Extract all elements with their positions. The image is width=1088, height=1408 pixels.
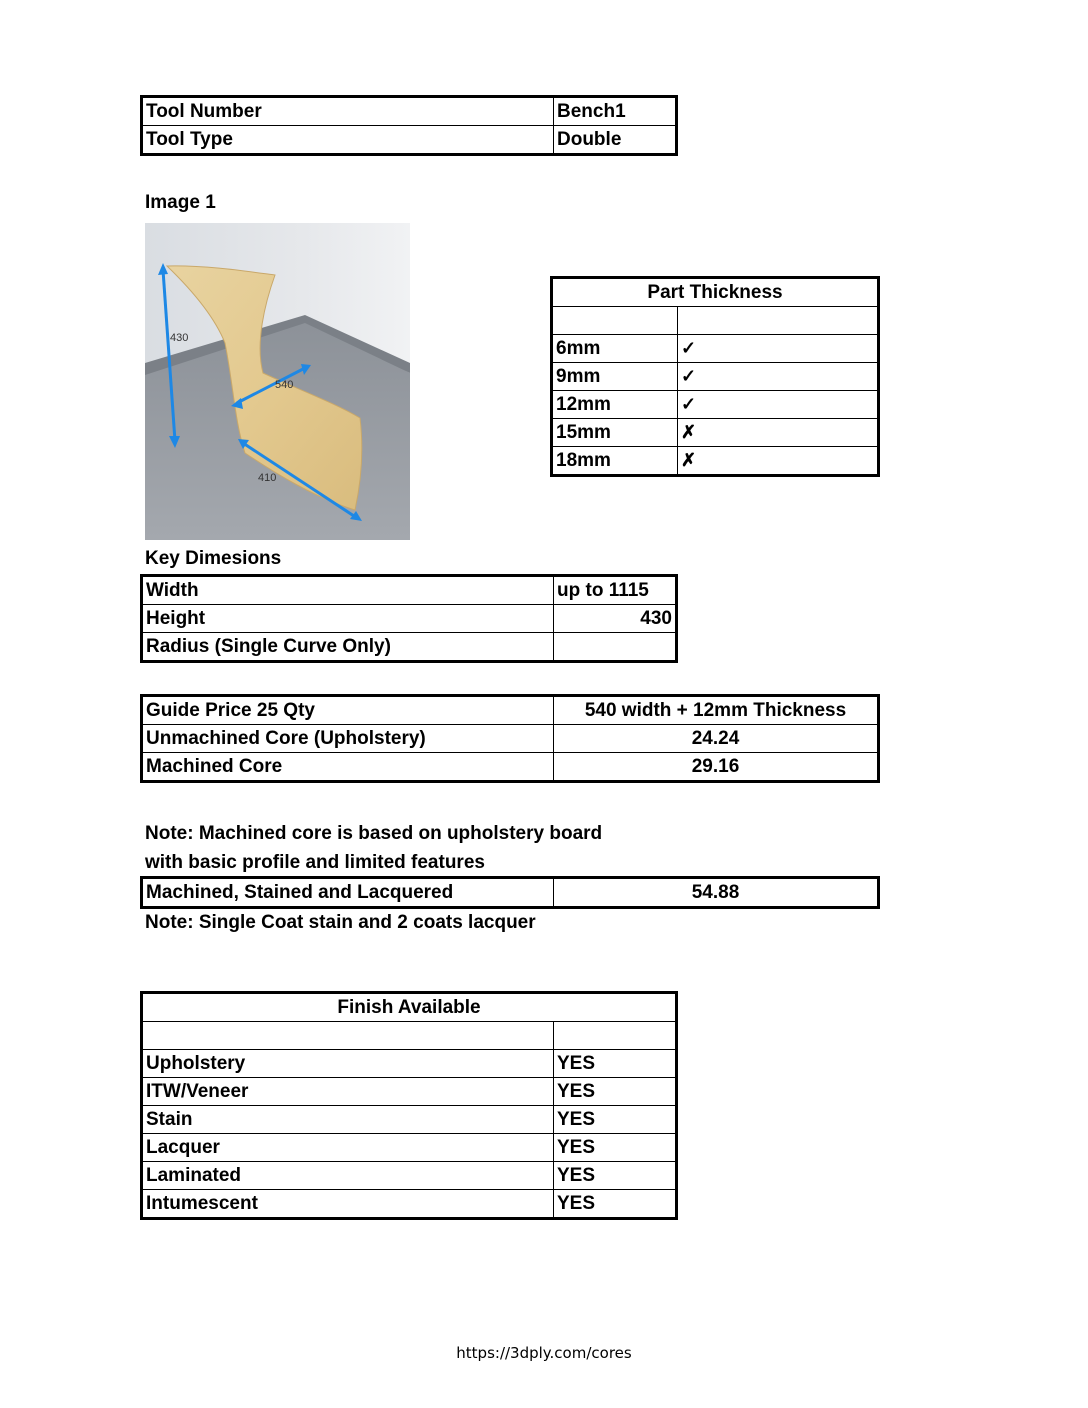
- table-row: [142, 633, 677, 662]
- cross-icon: ✗: [678, 447, 879, 476]
- guide-price-spec: 540 width + 12mm Thickness: [554, 696, 879, 725]
- table-row: [552, 335, 879, 363]
- thickness-size: 9mm: [552, 363, 678, 391]
- height-dimension-label: 430: [170, 332, 189, 344]
- dimension-label: Height: [142, 605, 554, 633]
- finish-name: Lacquer: [142, 1134, 554, 1162]
- table-row: [142, 1050, 677, 1078]
- table-row: [142, 1022, 677, 1050]
- price-label: Machined, Stained and Lacquered: [142, 878, 554, 908]
- empty-cell: [552, 307, 678, 335]
- check-icon: ✓: [678, 335, 879, 363]
- table-row: [142, 725, 879, 753]
- finish-name: ITW/Veneer: [142, 1078, 554, 1106]
- table-row: [142, 878, 879, 908]
- thickness-size: 15mm: [552, 419, 678, 447]
- finish-value: YES: [554, 1050, 677, 1078]
- finish-available-title: Finish Available: [142, 993, 677, 1022]
- table-row: [142, 126, 677, 155]
- finish-name: Intumescent: [142, 1190, 554, 1219]
- table-row: [142, 576, 677, 605]
- table-row: [142, 605, 677, 633]
- finish-value: YES: [554, 1190, 677, 1219]
- bench-core-illustration: [145, 223, 410, 540]
- table-row: [142, 753, 879, 782]
- table-row: [142, 1106, 677, 1134]
- table-row: [142, 1162, 677, 1190]
- tool-type-label: Tool Type: [142, 126, 554, 155]
- finish-name: Stain: [142, 1106, 554, 1134]
- tool-info-table: [140, 95, 678, 156]
- machined-note-line2: with basic profile and limited features: [145, 852, 485, 873]
- check-icon: ✓: [678, 391, 879, 419]
- width-dimension-label: 410: [258, 472, 277, 484]
- guide-price-table: [140, 694, 880, 783]
- table-row: [552, 391, 879, 419]
- stained-price-table: [140, 876, 880, 909]
- table-header-row: [142, 696, 879, 725]
- price-value: 24.24: [554, 725, 879, 753]
- cross-icon: ✗: [678, 419, 879, 447]
- price-label: Unmachined Core (Upholstery): [142, 725, 554, 753]
- table-row: [142, 1190, 677, 1219]
- table-header-row: [552, 278, 879, 307]
- empty-cell: [142, 1022, 554, 1050]
- finish-value: YES: [554, 1078, 677, 1106]
- table-row: [142, 97, 677, 126]
- empty-cell: [678, 307, 879, 335]
- check-icon: ✓: [678, 363, 879, 391]
- tool-type-value: Double: [554, 126, 677, 155]
- part-thickness-table: [550, 276, 880, 477]
- price-value: 54.88: [554, 878, 879, 908]
- dimension-label: Width: [142, 576, 554, 605]
- dimension-value: up to 1115: [554, 576, 677, 605]
- table-header-row: [142, 993, 677, 1022]
- table-row: [552, 363, 879, 391]
- finish-value: YES: [554, 1162, 677, 1190]
- part-thickness-title: Part Thickness: [552, 278, 879, 307]
- footer-url[interactable]: https://3dply.com/cores: [456, 1344, 632, 1362]
- guide-price-label: Guide Price 25 Qty: [142, 696, 554, 725]
- price-value: 29.16: [554, 753, 879, 782]
- machined-note-line1: Note: Machined core is based on upholstery board: [145, 823, 603, 844]
- thickness-size: 6mm: [552, 335, 678, 363]
- stain-note: Note: Single Coat stain and 2 coats lacquer: [145, 912, 536, 933]
- finish-available-table: [140, 991, 678, 1220]
- finish-name: Upholstery: [142, 1050, 554, 1078]
- dimension-label: Radius (Single Curve Only): [142, 633, 554, 662]
- thickness-size: 12mm: [552, 391, 678, 419]
- product-photo: [145, 223, 410, 540]
- table-row: [552, 447, 879, 476]
- price-label: Machined Core: [142, 753, 554, 782]
- table-row: [142, 1134, 677, 1162]
- depth-dimension-label: 540: [275, 379, 294, 391]
- table-row: [142, 1078, 677, 1106]
- finish-name: Laminated: [142, 1162, 554, 1190]
- empty-cell: [554, 1022, 677, 1050]
- tool-number-value: Bench1: [554, 97, 677, 126]
- finish-value: YES: [554, 1106, 677, 1134]
- thickness-size: 18mm: [552, 447, 678, 476]
- image-heading: Image 1: [145, 192, 216, 213]
- tool-number-label: Tool Number: [142, 97, 554, 126]
- key-dimensions-heading: Key Dimesions: [145, 548, 282, 569]
- table-row: [552, 307, 879, 335]
- finish-value: YES: [554, 1134, 677, 1162]
- key-dimensions-table: [140, 574, 678, 663]
- dimension-value: [554, 633, 677, 662]
- table-row: [552, 419, 879, 447]
- dimension-value: 430: [554, 605, 677, 633]
